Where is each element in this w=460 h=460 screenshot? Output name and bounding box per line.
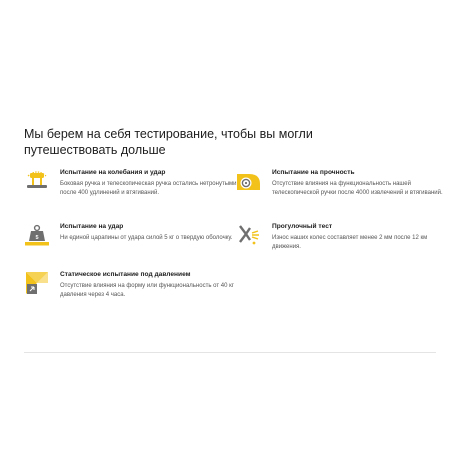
section-divider <box>24 352 436 353</box>
feature-desc: Отсутствие влияния на форму или функциональность от 40 кг давления через 4 часа. <box>60 283 234 298</box>
weight-impact-icon <box>24 222 50 248</box>
handle-test-icon <box>24 168 50 194</box>
feature-title: Прогулочный тест <box>272 223 333 230</box>
wheel-wear-icon <box>236 222 262 248</box>
svg-text:5: 5 <box>35 235 39 241</box>
pressure-test-icon <box>24 270 50 296</box>
feature-desc: Ни единой царапины от удара силой 5 кг о твердую оболочку. <box>60 235 233 241</box>
page-heading: Мы берем на себя тестирование, чтобы вы могли путешествовать дольше <box>24 127 313 157</box>
wheel-strength-icon <box>236 168 262 194</box>
feature-title: Испытание на удар <box>60 223 124 230</box>
feature-desc: Отсутствие влияния на функциональность нашей телескопической ручки после 4000 извлечений и втягиваний. <box>272 181 443 196</box>
feature-desc: Боковая ручка и телескопическая ручка остались нетронутыми после 400 удлинений и втягиваний. <box>60 181 237 196</box>
feature-title: Статическое испытание под давлением <box>60 271 191 278</box>
feature-title: Испытание на прочность <box>272 169 355 176</box>
feature-title: Испытание на колебания и удар <box>60 169 166 176</box>
feature-desc: Износ наших колес составляет менее 2 мм после 12 км движения. <box>272 235 428 250</box>
